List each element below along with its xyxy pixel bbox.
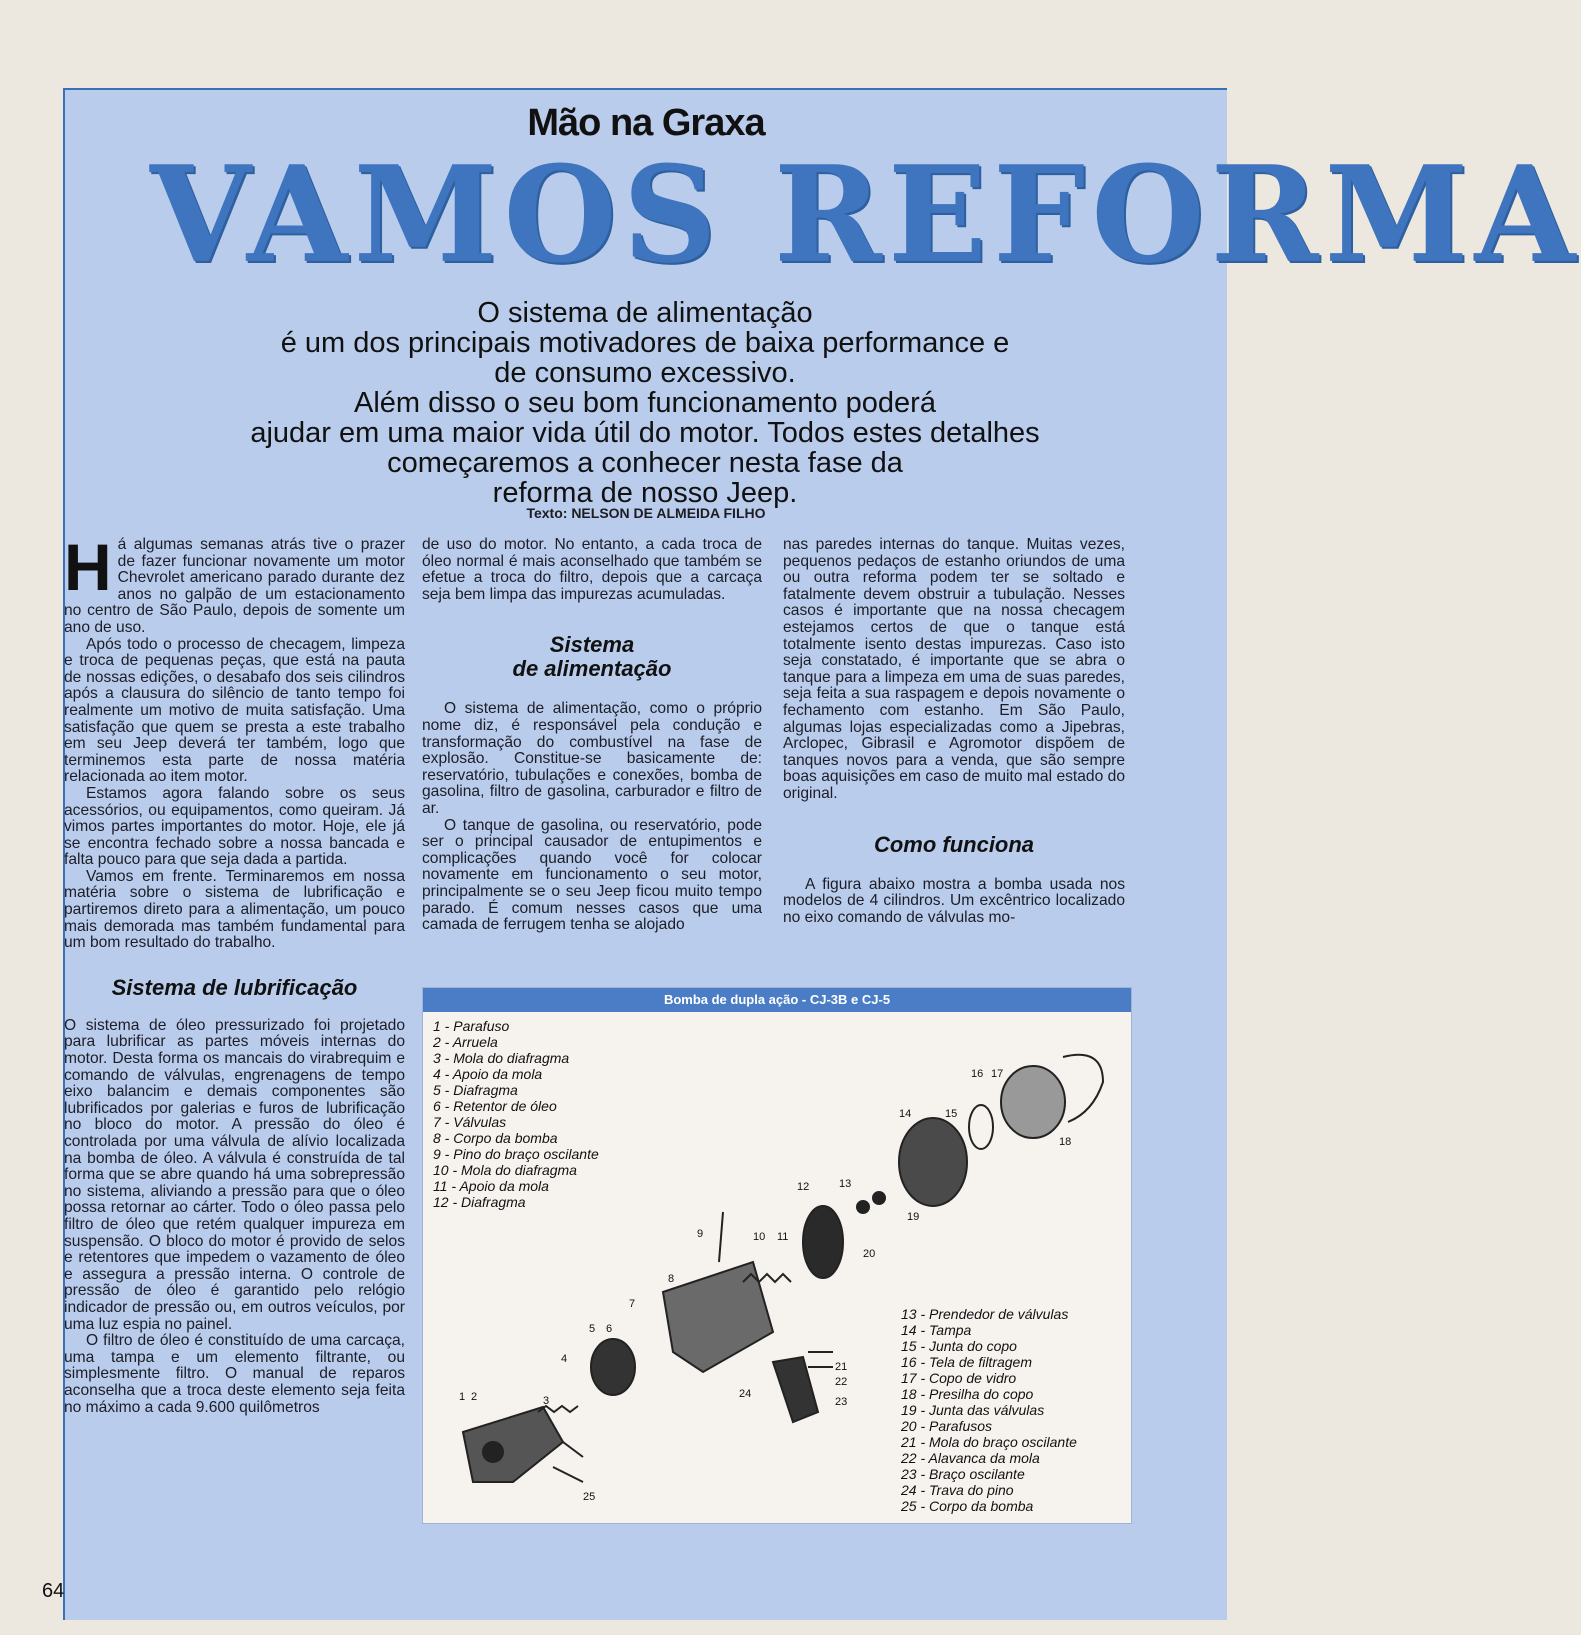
callout: 18 bbox=[1059, 1136, 1072, 1148]
legend-item: 23 - Braço oscilante bbox=[901, 1466, 1025, 1482]
intro-line: Além disso o seu bom funcionamento poderá bbox=[354, 387, 936, 419]
legend-item: 7 - Válvulas bbox=[433, 1114, 507, 1130]
callout: 10 bbox=[753, 1231, 766, 1243]
callout: 8 bbox=[668, 1273, 675, 1285]
paragraph: nas paredes internas do tanque. Muitas vezes, pequenos pedaços de estanho oriundos de uma ou outra reforma podem ter se soltado e fatalmente devem obstruir a tubulação. Nesses casos é importante que na nossa checagem estejamos certos de que o tanque está totalmente isento destas impurezas. Caso isto seja constatado, é importante que se abra o tanque para a limpeza em uma de suas paredes, seja feita a sua raspagem e depois novamente o fechamento com estanho. Em São Paulo, algumas lojas especializadas como a Jipebras, Arclopec, Gibrasil e Agromotor dispõem de tanques novos para a venda, que são sempre boas aquisições em caso de muito mal estado do original. bbox=[783, 536, 1125, 802]
callout: 9 bbox=[697, 1228, 704, 1240]
paragraph: A figura abaixo mostra a bomba usada nos modelos de 4 cilindros. Um excêntrico localizado no eixo comando de válvulas mo- bbox=[783, 875, 1125, 926]
paragraph: de uso do motor. No entanto, a cada troca de óleo normal é mais aconselhado que também se efetue a troca do filtro, depois que a carcaça seja bem limpa das impurezas acumuladas. bbox=[422, 536, 762, 603]
callout: 15 bbox=[945, 1108, 958, 1120]
drop-cap: H bbox=[64, 530, 112, 604]
legend-item: 5 - Diafragma bbox=[433, 1082, 518, 1098]
fuel-pump-figure bbox=[422, 987, 1132, 1524]
intro-line: ajudar em uma maior vida útil do motor. Todos estes detalhes bbox=[250, 417, 1040, 449]
callout: 3 bbox=[543, 1395, 550, 1407]
callout: 23 bbox=[835, 1396, 848, 1408]
intro-line: reforma de nosso Jeep. bbox=[492, 477, 798, 509]
callout: 2 bbox=[471, 1391, 478, 1403]
callout: 5 bbox=[589, 1323, 596, 1335]
legend-item: 11 - Apoio da mola bbox=[433, 1178, 549, 1194]
legend-item: 1 - Parafuso bbox=[433, 1018, 510, 1034]
intro-line: começaremos a conhecer nesta fase da bbox=[387, 447, 903, 479]
figure-title: Bomba de dupla ação - CJ-3B e CJ-5 bbox=[423, 988, 1131, 1012]
callout: 25 bbox=[583, 1491, 596, 1503]
callout: 12 bbox=[797, 1181, 810, 1193]
column-2 bbox=[422, 537, 762, 934]
legend-item: 16 - Tela de filtragem bbox=[901, 1354, 1032, 1370]
column-1 bbox=[64, 530, 405, 1416]
legend-item: 13 - Prendedor de válvulas bbox=[901, 1306, 1069, 1322]
subhead-como-funciona: Como funciona bbox=[873, 831, 1035, 857]
legend-item: 25 - Corpo da bomba bbox=[901, 1498, 1034, 1514]
paragraph: Vamos em frente. Terminaremos em nossa matéria sobre o sistema de lubrificação e partiremos direto para a alimentação, um pouco mais demorada mas também fundamental para um bom resultado do trabalho. bbox=[64, 867, 405, 952]
legend-item: 10 - Mola do diafragma bbox=[433, 1162, 577, 1178]
page-number: 64 bbox=[42, 1580, 65, 1602]
intro-line: O sistema de alimentação bbox=[477, 297, 813, 329]
paragraph: á algumas semanas atrás tive o prazer de fazer funcionar novamente um motor Chevrolet americano parado durante dez anos no galpão de um estacionamento no centro de São Paulo, depois de somente um ano de uso. bbox=[64, 536, 405, 636]
callout: 4 bbox=[561, 1353, 568, 1365]
callout: 7 bbox=[629, 1298, 636, 1310]
section-title: Mão na Graxa bbox=[527, 102, 765, 144]
paragraph: O sistema de alimentação, como o próprio nome diz, é responsável pela condução e transformação do combustível na fase de explosão. Constitue-se basicamente de: reservatório, tubulações e conexões, bomba de gasolina, filtro de gasolina, carburador e filtro de ar. bbox=[422, 700, 762, 817]
legend-item: 20 - Parafusos bbox=[901, 1418, 993, 1434]
subhead-alimentacao-1: Sistema bbox=[549, 632, 635, 658]
byline: Texto: NELSON DE ALMEIDA FILHO bbox=[526, 505, 766, 521]
callout: 13 bbox=[839, 1178, 852, 1190]
paragraph: Estamos agora falando sobre os seus acessórios, ou equipamentos, como queiram. Já vimos partes importantes do motor. Hoje, ele já se encontra fechado sobre a nossa bancada e falta pouco para que seja dada a partida. bbox=[64, 784, 405, 869]
callout: 11 bbox=[777, 1231, 789, 1243]
legend-item: 17 - Copo de vidro bbox=[901, 1370, 1017, 1386]
callout: 22 bbox=[835, 1376, 848, 1388]
legend-item: 21 - Mola do braço oscilante bbox=[901, 1434, 1077, 1450]
legend-item: 6 - Retentor de óleo bbox=[433, 1098, 557, 1114]
subhead-lubrificacao: Sistema de lubrificação bbox=[111, 974, 358, 1000]
legend-item: 9 - Pino do braço oscilante bbox=[433, 1146, 599, 1162]
legend-item: 15 - Junta do copo bbox=[901, 1338, 1017, 1354]
callout: 24 bbox=[739, 1388, 752, 1400]
legend-item: 22 - Alavanca da mola bbox=[901, 1450, 1040, 1466]
paragraph: Após todo o processo de checagem, limpeza e troca de pequenas peças, que está na pauta de nossas edições, o desabafo dos seis cilindros após a clausura do silêncio de tanto tempo foi realmente um motivo de muita satisfação. Uma satisfação que quem se presta a este trabalho em seu Jeep deverá ter também, logo que terminemos esta parte de nossa matéria relacionada ao item motor. bbox=[64, 635, 405, 786]
legend-right bbox=[901, 1306, 1077, 1514]
intro-line: de consumo excessivo. bbox=[494, 357, 796, 389]
callout: 1 bbox=[459, 1391, 466, 1403]
legend-item: 8 - Corpo da bomba bbox=[433, 1130, 558, 1146]
legend-left bbox=[433, 1018, 599, 1210]
paragraph: O sistema de óleo pressurizado foi projetado para lubrificar as partes móveis internas do motor. Desta forma os mancais do virabrequim e comando de válvulas, engrenagens de tempo eixo balancim e demais componentes são lubrificados por galerias e furos de lubrificação no bloco do motor. A pressão do óleo é controlada por uma válvula de alívio localizada na bomba de óleo. A válvula é construída de tal forma que se abre quando há uma sobrepressão no sistema, aliviando a pressão para que o óleo possa retornar ao cárter. Todo o óleo passa pelo filtro de óleo que retém qualquer impureza em suspensão. O bloco do motor é provido de selos e retentores que impedem o vazamento de óleo e assegura a pressão interna. O controle de pressão de óleo é garantido pelo relógio indicador de pressão ou, em outros veículos, por uma luz espia no painel. bbox=[64, 1016, 405, 1333]
legend-item: 14 - Tampa bbox=[901, 1322, 972, 1338]
legend-item: 19 - Junta das válvulas bbox=[901, 1402, 1045, 1418]
callout: 17 bbox=[991, 1068, 1004, 1080]
column-3 bbox=[783, 537, 1125, 926]
legend-item: 12 - Diafragma bbox=[433, 1194, 526, 1210]
callout: 19 bbox=[907, 1211, 920, 1223]
headline: VAMOS REFORMA bbox=[150, 136, 1581, 293]
legend-item: 24 - Trava do pino bbox=[901, 1482, 1014, 1498]
intro-text bbox=[125, 298, 1165, 508]
callout: 20 bbox=[863, 1248, 876, 1260]
intro-line: é um dos principais motivadores de baixa performance e bbox=[280, 327, 1010, 359]
callout: 16 bbox=[971, 1068, 984, 1080]
legend-item: 4 - Apoio da mola bbox=[433, 1066, 543, 1082]
paragraph: O tanque de gasolina, ou reservatório, pode ser o principal causador de entupimentos e complicações quando você for colocar novamente em funcionamento o seu motor, principalmente se o seu Jeep ficou muito tempo parado. É comum nesses casos que uma camada de ferrugem tenha se alojado bbox=[422, 816, 762, 934]
legend-item: 2 - Arruela bbox=[433, 1034, 498, 1050]
callout: 6 bbox=[606, 1323, 613, 1335]
callout: 14 bbox=[899, 1108, 912, 1120]
subhead-alimentacao-2: de alimentação bbox=[512, 656, 672, 682]
legend-item: 18 - Presilha do copo bbox=[901, 1386, 1034, 1402]
legend-item: 3 - Mola do diafragma bbox=[433, 1050, 570, 1066]
callout: 21 bbox=[835, 1361, 848, 1373]
paragraph: O filtro de óleo é constituído de uma carcaça, uma tampa e um elemento filtrante, ou simplesmente filtro. O manual de reparos aconselha que a troca deste elemento seja feita no máximo a cada 9.600 quilômetros bbox=[64, 1332, 405, 1416]
